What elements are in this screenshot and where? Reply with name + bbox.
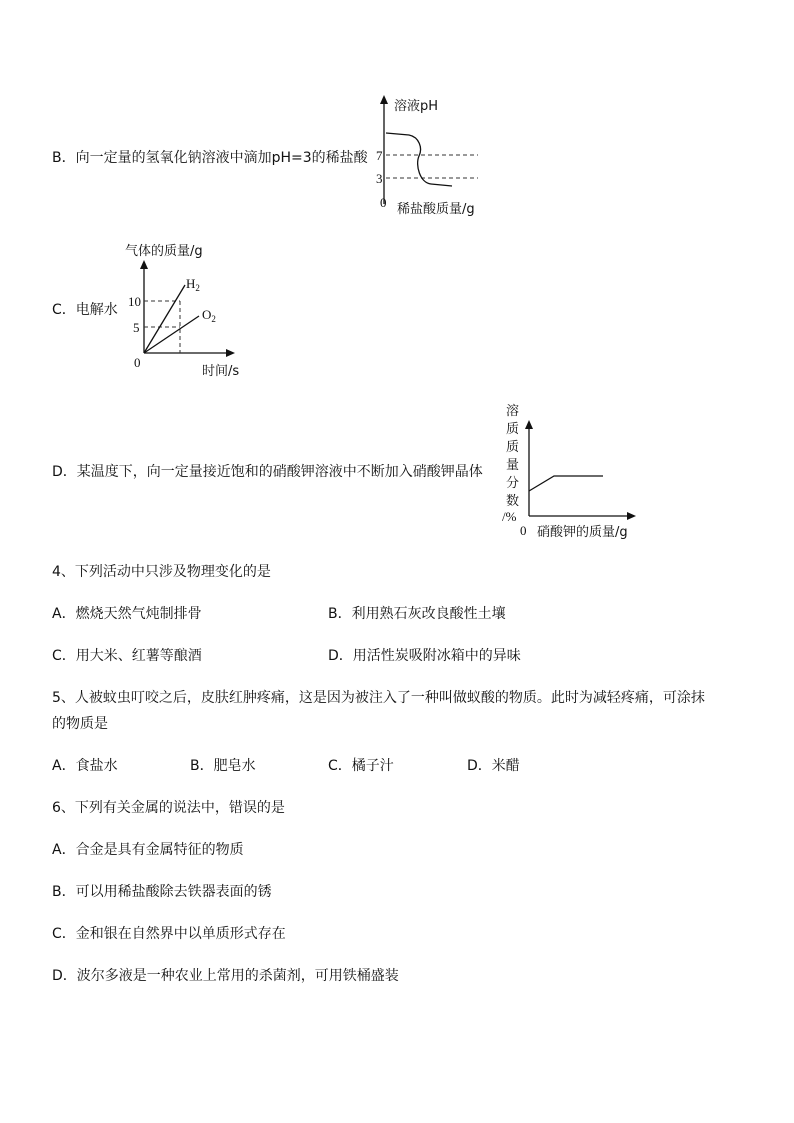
q4-option-b: B．利用熟石灰改良酸性土壤 [328,606,506,622]
y-label-char-6: 数 [506,494,520,509]
ph-graph [365,92,490,220]
origin-label: 0 [380,195,387,210]
x-axis-arrow [627,512,636,520]
x-axis-label: 稀盐酸质量/g [397,202,475,217]
electrolysis-graph [125,238,260,380]
o2-label: $O_2$ [202,307,216,324]
x-axis-label: 硝酸钾的质量/g [537,525,628,540]
q5-option-c: C．橘子汁 [328,758,394,774]
tick-3: 3 [376,171,383,186]
q5-option-b: B．肥皂水 [190,758,256,774]
solute-fraction-graph [496,398,646,543]
o2-line [144,316,199,353]
q3-option-d-text: D．某温度下，向一定量接近饱和的硝酸钾溶液中不断加入硝酸钾晶体 [52,464,483,480]
y-label-char-1: 溶 [506,404,520,419]
y-axis-label: 气体的质量/g [125,244,203,259]
y-axis-arrow [140,260,148,269]
origin-label: 0 [520,523,527,538]
tick-5: 5 [133,320,140,335]
y-label-char-4: 量 [506,458,520,473]
tick-10: 10 [128,294,141,309]
q4-stem: 4、下列活动中只涉及物理变化的是 [52,564,271,580]
q4-option-a: A．燃烧天然气炖制排骨 [52,606,202,622]
y-label-char-3: 质 [506,440,520,455]
q5-option-a: A．食盐水 [52,758,118,774]
q4-option-d: D．用活性炭吸附冰箱中的异味 [328,648,521,664]
fraction-curve [529,476,603,491]
q6-option-b: B．可以用稀盐酸除去铁器表面的锈 [52,884,272,900]
origin-label: 0 [134,355,141,370]
q3-option-c-text: C．电解水 [52,302,118,318]
y-unit-label: /% [502,509,517,524]
q4-option-c: C．用大米、红薯等酿酒 [52,648,202,664]
tick-7: 7 [376,148,383,163]
q6-option-c: C．金和银在自然界中以单质形式存在 [52,926,286,942]
q6-option-d: D．波尔多液是一种农业上常用的杀菌剂，可用铁桶盛装 [52,968,399,984]
y-label-char-2: 质 [506,422,520,437]
y-axis-arrow [380,95,388,104]
x-axis-label: 时间/s [202,364,240,379]
q3-option-b-text: B．向一定量的氢氧化钠溶液中滴加pH=3的稀盐酸 [52,150,368,166]
h2-line [144,285,185,353]
h2-label: $H_2$ [186,276,200,293]
y-axis-arrow [525,420,533,429]
q6-option-a: A．合金是具有金属特征的物质 [52,842,244,858]
x-axis-arrow [226,349,235,357]
q5-option-d: D．米醋 [467,758,520,774]
y-label-char-5: 分 [506,476,520,491]
q5-stem-line2: 的物质是 [52,716,108,732]
q6-stem: 6、下列有关金属的说法中，错误的是 [52,800,285,816]
q5-stem-line1: 5、人被蚊虫叮咬之后，皮肤红肿疼痛，这是因为被注入了一种叫做蚁酸的物质。此时为减轻疼痛，可涂抹 [52,690,705,706]
y-axis-label: 溶液pH [394,99,439,114]
